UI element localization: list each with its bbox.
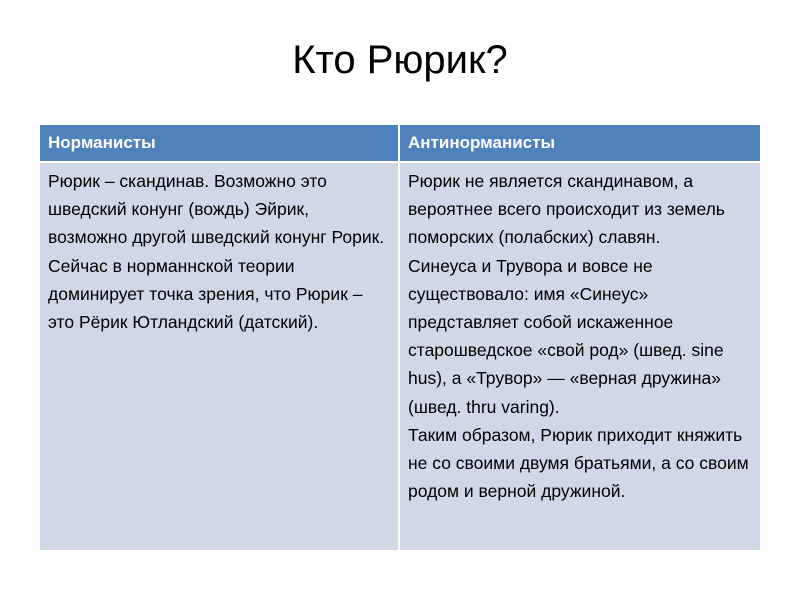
header-normanists: Норманисты (40, 125, 399, 162)
comparison-table (40, 125, 760, 550)
slide-title: Кто Рюрик? (292, 38, 508, 82)
normanists-paragraph-1: Рюрик – скандинав. Возможно это шведский конунг (вождь) Эйрик, возможно другой шведский конунг Рорик. (48, 171, 385, 248)
normanists-paragraph-2: Сейчас в норманнской теории доминирует точка зрения, что Рюрик – это Рёрик Ютландский (датский). (48, 255, 363, 333)
table-header-row (40, 125, 760, 162)
cell-antinormanists (399, 162, 760, 550)
antinormanists-paragraph-2: Синеуса и Трувора и вовсе не существовало: имя «Синеус» представляет собой искаженное старошведское «свой род» (швед. sine hus), а «Трувор» — «верная дружина» (швед. thru varing). (408, 255, 724, 417)
cell-normanists (40, 162, 399, 550)
header-antinormanists: Антинорманисты (399, 125, 760, 162)
table-row (40, 162, 760, 550)
antinormanists-paragraph-1: Рюрик не является скандинавом, а вероятнее всего происходит из земель поморских (полабских) славян. (408, 171, 725, 248)
antinormanists-paragraph-3: Таким образом, Рюрик приходит княжить не со своими двумя братьями, а со своим родом и верной дружиной. (408, 424, 749, 502)
